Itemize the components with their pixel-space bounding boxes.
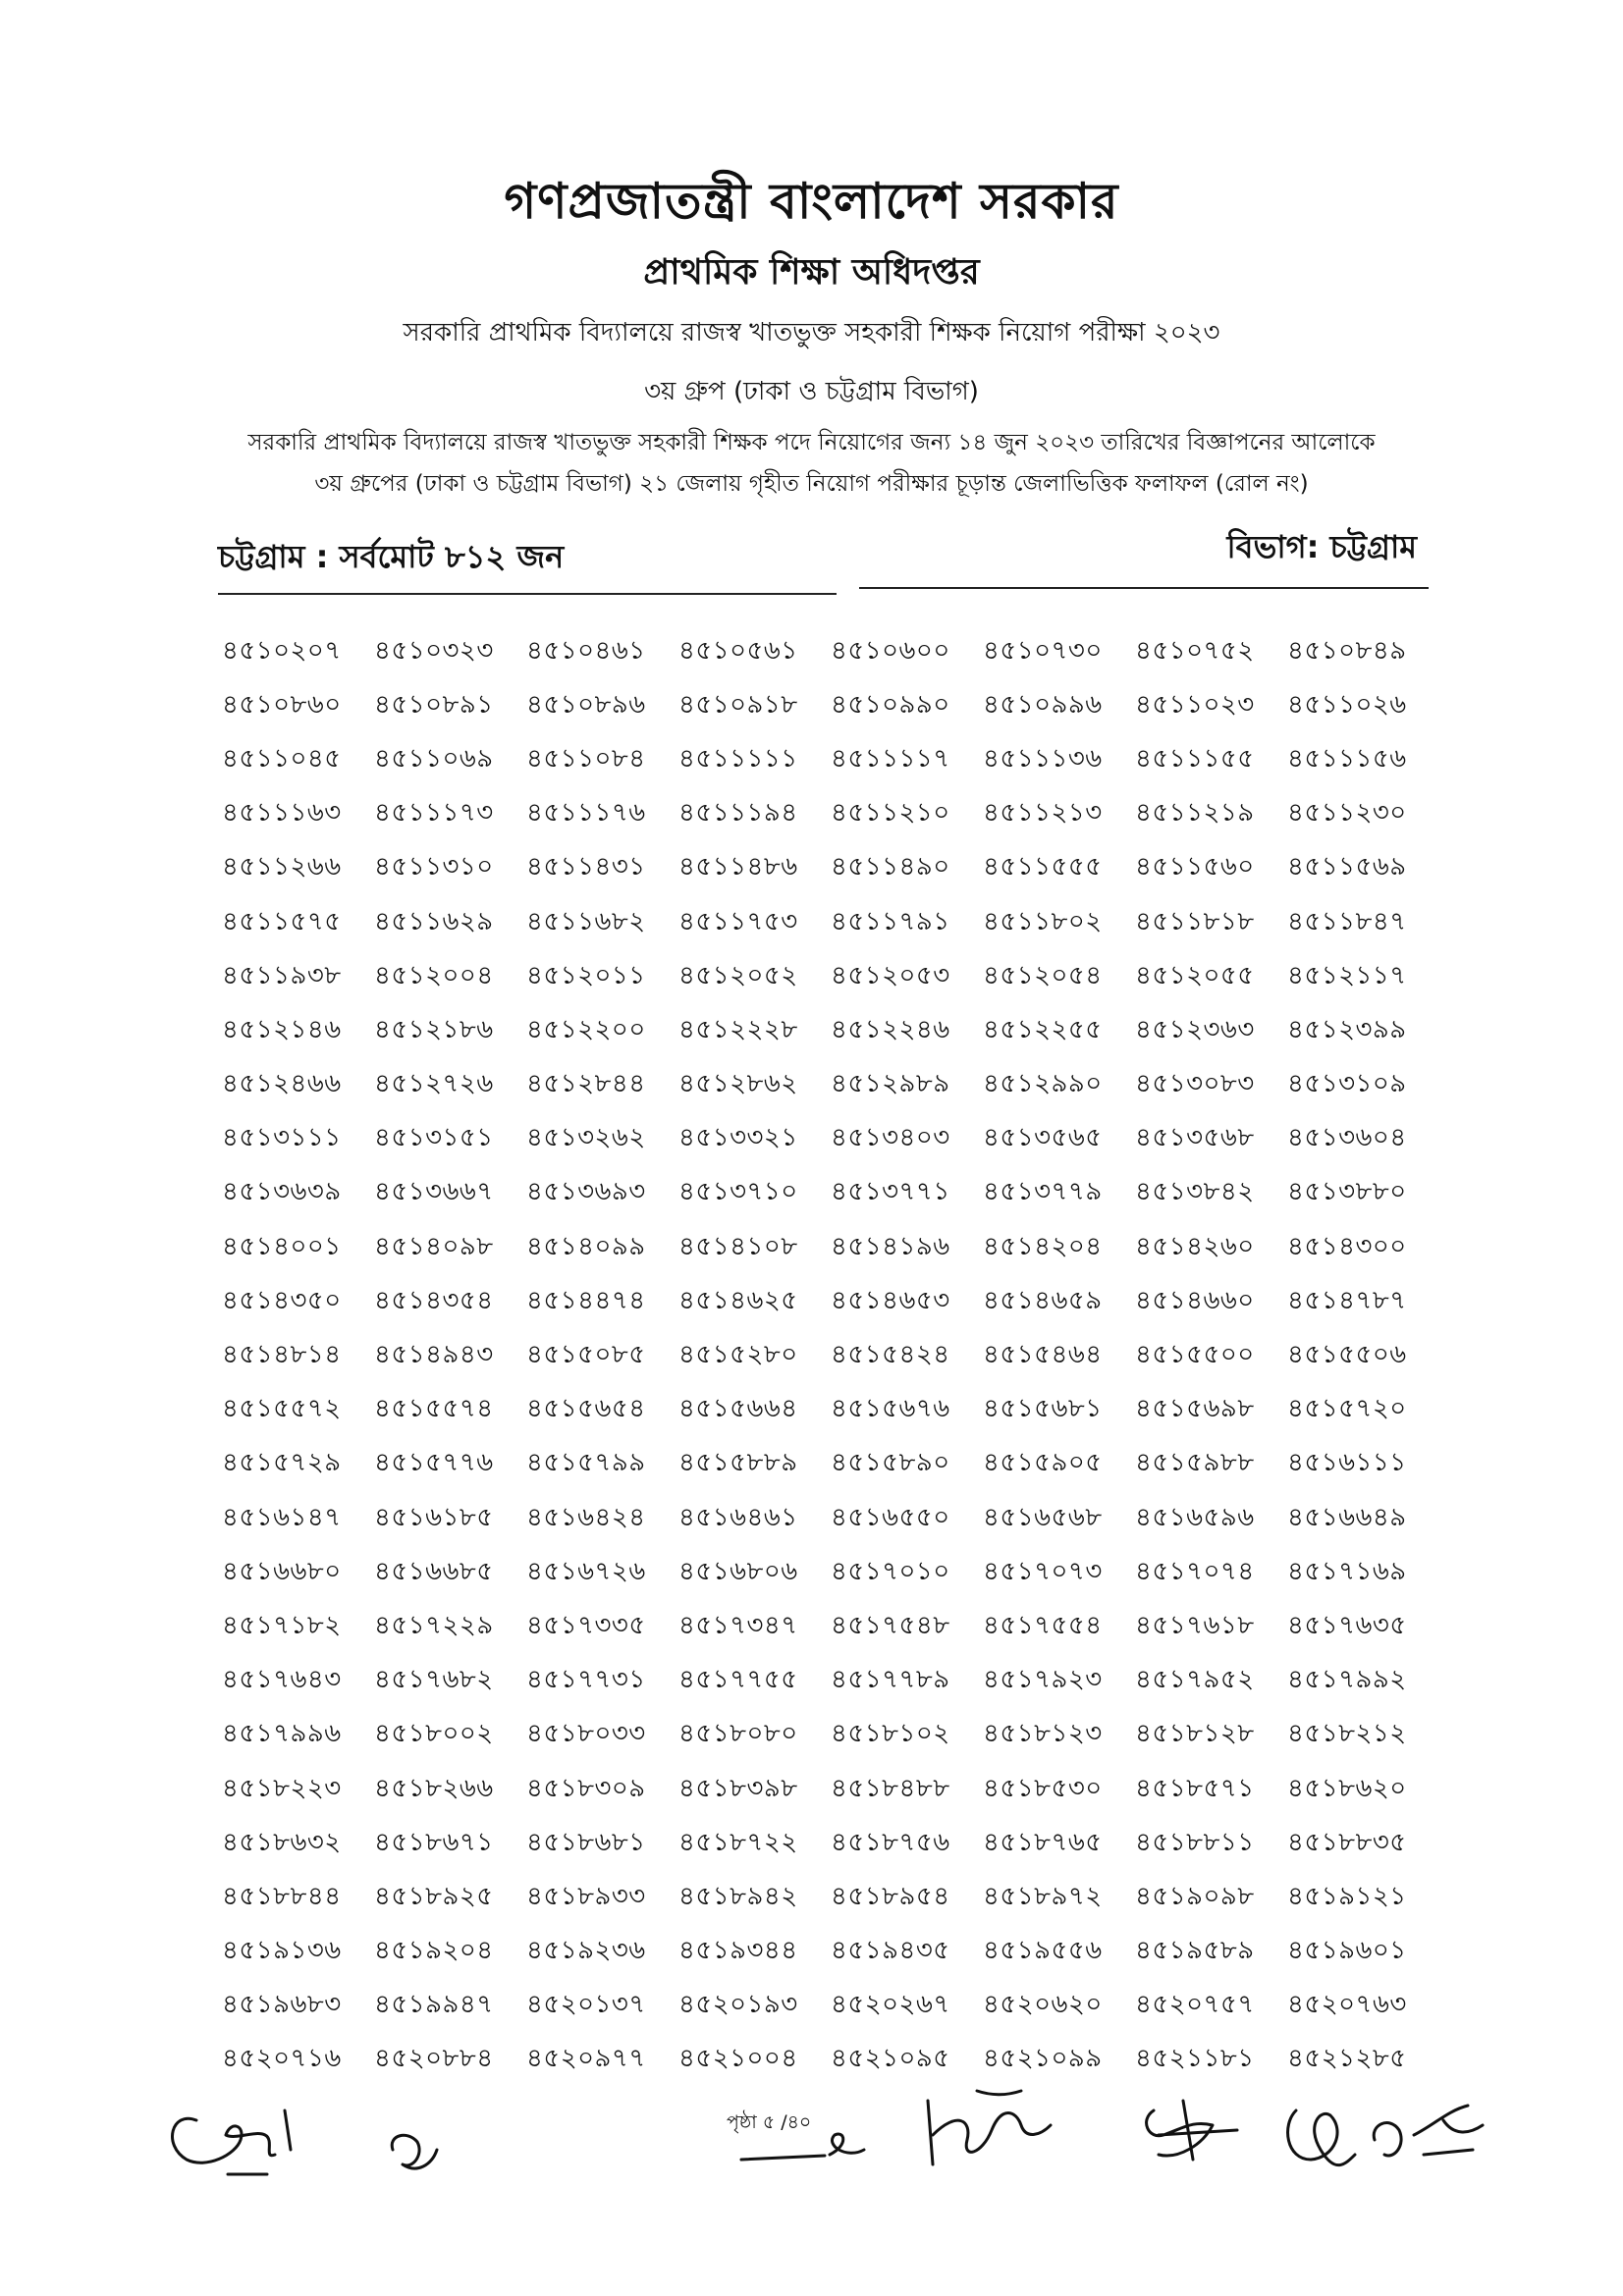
roll-number: ৪৫১৯৫৫৬ [983, 1936, 1103, 1966]
roll-number: ৪৫১০৪৬১ [526, 635, 646, 666]
roll-number: ৪৫১৫৬৬৪ [678, 1394, 798, 1424]
roll-number: ৪৫১৩৫৬৫ [983, 1123, 1103, 1153]
roll-number: ৪৫১৭৭৮৯ [831, 1665, 950, 1695]
roll-number: ৪৫১২০৫৫ [1135, 960, 1255, 990]
roll-number: ৪৫১০৮৬০ [222, 689, 342, 720]
roll-number: ৪৫১৩৫৬৮ [1135, 1123, 1255, 1153]
roll-number: ৪৫১৫৮৯০ [831, 1448, 950, 1478]
roll-number: ৪৫১৫৬৭৬ [831, 1394, 950, 1424]
roll-number: ৪৫১৫৫৭৪ [374, 1394, 494, 1424]
roll-number: ৪৫১৭৩৩৫ [526, 1610, 646, 1640]
roll-number: ৪৫১১১৯৪ [678, 798, 798, 828]
roll-number: ৪৫১০৮৯১ [374, 689, 494, 720]
roll-number: ৪৫১১৪৮৬ [678, 852, 798, 882]
roll-number: ৪৫১২০০৪ [374, 960, 494, 990]
roll-number: ৪৫১৩১০৯ [1287, 1069, 1407, 1099]
roll-number: ৪৫১১০২৬ [1287, 689, 1407, 720]
roll-number: ৪৫১৯৪৩৫ [831, 1936, 950, 1966]
roll-number: ৪৫১১৪৩১ [526, 852, 646, 882]
signature-3 [741, 2134, 864, 2160]
roll-number: ৪৫১৫০৮৫ [526, 1340, 646, 1370]
roll-number: ৪৫১৫৫৭২ [222, 1394, 342, 1424]
roll-number: ৪৫১৬১৮৫ [374, 1502, 494, 1532]
roll-number: ৪৫১৮৫৩০ [983, 1773, 1103, 1803]
roll-number: ৪৫১৮৯৪২ [678, 1881, 798, 1911]
roll-number: ৪৫১৪৭৮৭ [1287, 1285, 1407, 1315]
roll-number: ৪৫১৩৬৩৯ [222, 1177, 342, 1207]
roll-number: ৪৫১৮১২৮ [1135, 1719, 1255, 1749]
roll-number: ৪৫১৬৬৪৯ [1287, 1502, 1407, 1532]
roll-number: ৪৫১২১৪৬ [222, 1014, 342, 1044]
roll-number: ৪৫১৫৯০৫ [983, 1448, 1103, 1478]
roll-number: ৪৫১০৯১৮ [678, 689, 798, 720]
roll-number: ৪৫১১০৬৯ [374, 743, 494, 774]
roll-number: ৪৫২০২৬৭ [831, 1990, 950, 2020]
roll-number: ৪৫১৭৩৪৭ [678, 1610, 798, 1640]
roll-number: ৪৫২১০৯৫ [831, 2044, 950, 2074]
roll-number: ৪৫১৮৩০৯ [526, 1773, 646, 1803]
roll-number: ৪৫১৬৭২৬ [526, 1556, 646, 1586]
roll-number: ৪৫২০৯৭৭ [526, 2044, 646, 2074]
signature-2 [392, 2135, 437, 2168]
roll-number: ৪৫১১৪৯০ [831, 852, 950, 882]
roll-number: ৪৫১৩৮৮০ [1287, 1177, 1407, 1207]
roll-number: ৪৫১৫৭২০ [1287, 1394, 1407, 1424]
roll-number: ৪৫১৮৯২৫ [374, 1881, 494, 1911]
roll-number: ৪৫১৭১৮২ [222, 1610, 342, 1640]
district-total: চট্টগ্রাম : সর্বমোট ৮১২ জন [218, 538, 565, 575]
roll-number: ৪৫১৩২৬২ [526, 1123, 646, 1153]
roll-number: ৪৫১৮৬২০ [1287, 1773, 1407, 1803]
roll-number: ৪৫১১৫৫৫ [983, 852, 1103, 882]
roll-number: ৪৫১৪৯৪৩ [374, 1340, 494, 1370]
roll-number: ৪৫১৯৯৪৭ [374, 1990, 494, 2020]
roll-number: ৪৫১৭৫৪৮ [831, 1610, 950, 1640]
roll-number: ৪৫১৭২২৯ [374, 1610, 494, 1640]
roll-number: ৪৫১১২৩০ [1287, 798, 1407, 828]
roll-number: ৪৫১৮০৮০ [678, 1719, 798, 1749]
roll-number: ৪৫১১১৩৬ [983, 743, 1103, 774]
roll-number: ৪৫১৬৮০৬ [678, 1556, 798, 1586]
roll-number: ৪৫১৫৫০৬ [1287, 1340, 1407, 1370]
roll-number: ৪৫১০৭৫২ [1135, 635, 1255, 666]
roll-number: ৪৫১৪৪৭৪ [526, 1285, 646, 1315]
page-number: পৃষ্ঠা ৫ /৪০ [727, 2111, 812, 2133]
roll-number: ৪৫১৯১২১ [1287, 1881, 1407, 1911]
roll-number: ৪৫১১০২৩ [1135, 689, 1255, 720]
roll-number: ৪৫১৬৬৮০ [222, 1556, 342, 1586]
roll-number: ৪৫২১২৮৫ [1287, 2044, 1407, 2074]
roll-number: ৪৫২০৬২০ [983, 1990, 1103, 2020]
roll-number: ৪৫১৮৭৫৬ [831, 1827, 950, 1857]
roll-number: ৪৫১৪২০৪ [983, 1231, 1103, 1261]
roll-number: ৪৫১১৫৭৫ [222, 906, 342, 936]
roll-number: ৪৫১৭০১০ [831, 1556, 950, 1586]
roll-number: ৪৫১৭০৭৩ [983, 1556, 1103, 1586]
department-title: প্রাথমিক শিক্ষা অধিদপ্তর [643, 252, 980, 293]
roll-number: ৪৫১২৮৬২ [678, 1069, 798, 1099]
roll-number: ৪৫১৭৯৫২ [1135, 1665, 1255, 1695]
roll-number: ৪৫২০৭৬৩ [1287, 1990, 1407, 2020]
roll-number: ৪৫১৯২০৪ [374, 1936, 494, 1966]
roll-number: ৪৫১৪২৬০ [1135, 1231, 1255, 1261]
division-label: বিভাগ: চট্টগ্রাম [1226, 528, 1417, 565]
roll-number: ৪৫১৮১২৩ [983, 1719, 1103, 1749]
roll-number: ৪৫১৭১৬৯ [1287, 1556, 1407, 1586]
roll-number: ৪৫১২২২৮ [678, 1014, 798, 1044]
roll-number: ৪৫১৫৬৯৮ [1135, 1394, 1255, 1424]
roll-number: ৪৫১৮৫৭১ [1135, 1773, 1255, 1803]
roll-number: ৪৫১১৬২৯ [374, 906, 494, 936]
roll-number: ৪৫১৬৫৬৮ [983, 1502, 1103, 1532]
roll-number: ৪৫১৩৩২১ [678, 1123, 798, 1153]
roll-number: ৪৫১৫৭৭৬ [374, 1448, 494, 1478]
roll-number: ৪৫১৮৮১১ [1135, 1827, 1255, 1857]
roll-number: ৪৫১৫৫০০ [1135, 1340, 1255, 1370]
roll-number: ৪৫১৩০৮৩ [1135, 1069, 1255, 1099]
roll-number: ৪৫১৩৪০৩ [831, 1123, 950, 1153]
roll-number: ৪৫১৪৮১৪ [222, 1340, 342, 1370]
exam-title: সরকারি প্রাথমিক বিদ্যালয়ে রাজস্ব খাতভুক্ত সহকারী শিক্ষক নিয়োগ পরীক্ষা ২০২৩ [403, 318, 1220, 347]
roll-number: ৪৫১৪০৯৮ [374, 1231, 494, 1261]
roll-number: ৪৫১৮২৬৬ [374, 1773, 494, 1803]
roll-number: ৪৫২১০৯৯ [983, 2044, 1103, 2074]
roll-number: ৪৫১১১৫৫ [1135, 743, 1255, 774]
roll-number: ৪৫১৫৮৮৯ [678, 1448, 798, 1478]
roll-number: ৪৫১৭৫৫৪ [983, 1610, 1103, 1640]
roll-number: ৪৫১২০৫২ [678, 960, 798, 990]
roll-number: ৪৫১০৩২৩ [374, 635, 494, 666]
roll-number: ৪৫১১৭৯১ [831, 906, 950, 936]
roll-number: ৪৫১৪৬৬০ [1135, 1285, 1255, 1315]
roll-number: ৪৫১০৯৯০ [831, 689, 950, 720]
roll-number: ৪৫১১১৭৩ [374, 798, 494, 828]
roll-number: ৪৫১৭৬৪৩ [222, 1665, 342, 1695]
roll-number: ৪৫১৮৯৩৩ [526, 1881, 646, 1911]
roll-number: ৪৫১৪৩৫৪ [374, 1285, 494, 1315]
roll-number: ৪৫১৮০০২ [374, 1719, 494, 1749]
roll-number: ৪৫১৬৪৬১ [678, 1502, 798, 1532]
roll-number: ৪৫১২৭২৬ [374, 1069, 494, 1099]
roll-number: ৪৫১৪০৯৯ [526, 1231, 646, 1261]
roll-number: ৪৫১১২১০ [831, 798, 950, 828]
roll-number: ৪৫১২০১১ [526, 960, 646, 990]
roll-number: ৪৫১৭৬১৮ [1135, 1610, 1255, 1640]
roll-number: ৪৫১৮৬৮১ [526, 1827, 646, 1857]
roll-number: ৪৫১৫৬৫৪ [526, 1394, 646, 1424]
roll-number: ৪৫১৩৬৯৩ [526, 1177, 646, 1207]
roll-number: ৪৫১৩৮৪২ [1135, 1177, 1255, 1207]
roll-number: ৪৫১৮৭৬৫ [983, 1827, 1103, 1857]
roll-number: ৪৫১২১৮৬ [374, 1014, 494, 1044]
roll-number: ৪৫১২৩৯৯ [1287, 1014, 1407, 1044]
roll-number: ৪৫২১০০৪ [678, 2044, 798, 2074]
roll-number: ৪৫১২৯৯০ [983, 1069, 1103, 1099]
signature-5 [1147, 2101, 1237, 2160]
roll-number: ৪৫১২০৫৪ [983, 960, 1103, 990]
roll-number: ৪৫১৬১১১ [1287, 1448, 1407, 1478]
roll-number: ৪৫১১৫৬৯ [1287, 852, 1407, 882]
roll-number: ৪৫১৬৬৮৫ [374, 1556, 494, 1586]
roll-number: ৪৫১৯০৯৮ [1135, 1881, 1255, 1911]
roll-number: ৪৫১৮১০২ [831, 1719, 950, 1749]
roll-number: ৪৫১৮৪৮৮ [831, 1773, 950, 1803]
roll-number: ৪৫১৫৭৯৯ [526, 1448, 646, 1478]
roll-number: ৪৫১৮৮৪৪ [222, 1881, 342, 1911]
roll-number: ৪৫১৭৯৯৬ [222, 1719, 342, 1749]
roll-number: ৪৫১৯৬০১ [1287, 1936, 1407, 1966]
roll-number: ৪৫১৩৭৭৯ [983, 1177, 1103, 1207]
roll-number: ৪৫১৯৬৮৩ [222, 1990, 342, 2020]
roll-number: ৪৫১১৩১০ [374, 852, 494, 882]
roll-number: ৪৫১৫৪২৪ [831, 1340, 950, 1370]
roll-number: ৪৫১২২৫৫ [983, 1014, 1103, 1044]
roll-number: ৪৫১৯৩৪৪ [678, 1936, 798, 1966]
roll-number: ৪৫১১০৮৪ [526, 743, 646, 774]
roll-number: ৪৫১৯৫৮৯ [1135, 1936, 1255, 1966]
roll-number: ৪৫১১৭৫৩ [678, 906, 798, 936]
roll-number: ৪৫১৩৬৬৭ [374, 1177, 494, 1207]
roll-number: ৪৫১২৮৪৪ [526, 1069, 646, 1099]
roll-number: ৪৫১৪৬৫৯ [983, 1285, 1103, 1315]
roll-number: ৪৫১৮৭২২ [678, 1827, 798, 1857]
roll-number: ৪৫১৩৭১০ [678, 1177, 798, 1207]
roll-number: ৪৫১৫৯৮৮ [1135, 1448, 1255, 1478]
roll-number: ৪৫১৭০৭৪ [1135, 1556, 1255, 1586]
roll-number: ৪৫১৮৮৩৫ [1287, 1827, 1407, 1857]
roll-number: ৪৫১৬১৪৭ [222, 1502, 342, 1532]
roll-number: ৪৫১৪৩০০ [1287, 1231, 1407, 1261]
roll-number: ৪৫১৭৯২৩ [983, 1665, 1103, 1695]
roll-number: ৪৫১১৮৪৭ [1287, 906, 1407, 936]
signature-1 [173, 2110, 291, 2174]
description-line-1: সরকারি প্রাথমিক বিদ্যালয়ে রাজস্ব খাতভুক্ত সহকারী শিক্ষক পদে নিয়োগের জন্য ১৪ জুন ২০২৩ তারিখের বিজ্ঞাপনের আলোকে [247, 430, 1376, 455]
government-title: গণপ্রজাতন্ত্রী বাংলাদেশ সরকার [504, 173, 1119, 230]
roll-number: ৪৫১১১৬৩ [222, 798, 342, 828]
description-line-2: ৩য় গ্রুপের (ঢাকা ও চট্টগ্রাম বিভাগ) ২১ জেলায় গৃহীত নিয়োগ পরীক্ষার চূড়ান্ত জেলাভিত্তিক ফলাফল (রোল নং) [314, 471, 1309, 497]
roll-number: ৪৫১২২৪৬ [831, 1014, 950, 1044]
roll-number: ৪৫১৫২৮০ [678, 1340, 798, 1370]
roll-number: ৪৫১৮২১২ [1287, 1719, 1407, 1749]
roll-number: ৪৫১০৬০০ [831, 635, 950, 666]
roll-number: ৪৫১৬৪২৪ [526, 1502, 646, 1532]
roll-number: ৪৫১১৯৩৮ [222, 960, 342, 990]
roll-number: ৪৫১২৪৬৬ [222, 1069, 342, 1099]
roll-number: ৪৫১০৯৯৬ [983, 689, 1103, 720]
roll-number: ৪৫১১২১৯ [1135, 798, 1255, 828]
roll-number: ৪৫১৯১৩৬ [222, 1936, 342, 1966]
roll-number: ৪৫১৩৭৭১ [831, 1177, 950, 1207]
roll-number: ৪৫১১১৭৬ [526, 798, 646, 828]
roll-number: ৪৫২০১৯৩ [678, 1990, 798, 2020]
roll-number: ৪৫১৪৩৫০ [222, 1285, 342, 1315]
roll-number: ৪৫১৮২২৩ [222, 1773, 342, 1803]
roll-number: ৪৫১৮৬৩২ [222, 1827, 342, 1857]
roll-number: ৪৫১৮৬৭১ [374, 1827, 494, 1857]
roll-number: ৪৫১৭৭৩১ [526, 1665, 646, 1695]
roll-number: ৪৫১২০৫৩ [831, 960, 950, 990]
roll-number: ৪৫১৩৬০৪ [1287, 1123, 1407, 1153]
roll-number: ৪৫১৪৬৫৩ [831, 1285, 950, 1315]
roll-number: ৪৫১০২০৭ [222, 635, 342, 666]
roll-number: ৪৫১১৫৬০ [1135, 852, 1255, 882]
roll-number: ৪৫১৭৬৮২ [374, 1665, 494, 1695]
roll-number: ৪৫২০১৩৭ [526, 1990, 646, 2020]
roll-number: ৪৫১৭৭৫৫ [678, 1665, 798, 1695]
roll-number: ৪৫১৩১৫১ [374, 1123, 494, 1153]
roll-number: ৪৫১১৬৮২ [526, 906, 646, 936]
roll-number: ৪৫১৭৬৩৫ [1287, 1610, 1407, 1640]
roll-number: ৪৫২০৭৫৭ [1135, 1990, 1255, 2020]
roll-number: ৪৫১০৮৪৯ [1287, 635, 1407, 666]
signature-6 [1288, 2106, 1483, 2165]
roll-number: ৪৫১০৮৯৬ [526, 689, 646, 720]
roll-number: ৪৫১৪১৯৬ [831, 1231, 950, 1261]
roll-number: ৪৫১৪১০৮ [678, 1231, 798, 1261]
roll-number: ৪৫১৮০৩৩ [526, 1719, 646, 1749]
group-title: ৩য় গ্রুপ (ঢাকা ও চট্টগ্রাম বিভাগ) [644, 377, 979, 406]
roll-number: ৪৫১৬৫৯৬ [1135, 1502, 1255, 1532]
roll-number: ৪৫১৭৯৯২ [1287, 1665, 1407, 1695]
roll-number: ৪৫১১৮১৮ [1135, 906, 1255, 936]
roll-number: ৪৫১১১৫৬ [1287, 743, 1407, 774]
roll-number: ৪৫১২৯৮৯ [831, 1069, 950, 1099]
roll-number: ৪৫১৯২৩৬ [526, 1936, 646, 1966]
signature-4 [928, 2091, 1051, 2164]
roll-number: ৪৫১৬৫৫০ [831, 1502, 950, 1532]
roll-number: ৪৫১১১১১ [678, 743, 798, 774]
roll-number: ৪৫১০৫৬১ [678, 635, 798, 666]
roll-number: ৪৫১১২৬৬ [222, 852, 342, 882]
roll-number: ৪৫১৫৪৬৪ [983, 1340, 1103, 1370]
roll-number: ৪৫১৪৬২৫ [678, 1285, 798, 1315]
roll-number: ৪৫১২১১৭ [1287, 960, 1407, 990]
roll-number: ৪৫২০৭১৬ [222, 2044, 342, 2074]
roll-number: ৪৫১৩১১১ [222, 1123, 342, 1153]
roll-number: ৪৫১১৮০২ [983, 906, 1103, 936]
roll-number: ৪৫১৮৩৯৮ [678, 1773, 798, 1803]
roll-number: ৪৫১৫৬৮১ [983, 1394, 1103, 1424]
roll-number: ৪৫১০৭৩০ [983, 635, 1103, 666]
roll-number: ৪৫১২৩৬৩ [1135, 1014, 1255, 1044]
roll-number: ৪৫১৫৭২৯ [222, 1448, 342, 1478]
roll-number: ৪৫১১১১৭ [831, 743, 950, 774]
roll-number: ৪৫২১১৮১ [1135, 2044, 1255, 2074]
roll-number: ৪৫১৪০০১ [222, 1231, 342, 1261]
roll-number: ৪৫১১০৪৫ [222, 743, 342, 774]
roll-number: ৪৫১২২০০ [526, 1014, 646, 1044]
roll-number: ৪৫১৮৯৭২ [983, 1881, 1103, 1911]
roll-number: ৪৫২০৮৮৪ [374, 2044, 494, 2074]
roll-number: ৪৫১৮৯৫৪ [831, 1881, 950, 1911]
roll-number: ৪৫১১২১৩ [983, 798, 1103, 828]
